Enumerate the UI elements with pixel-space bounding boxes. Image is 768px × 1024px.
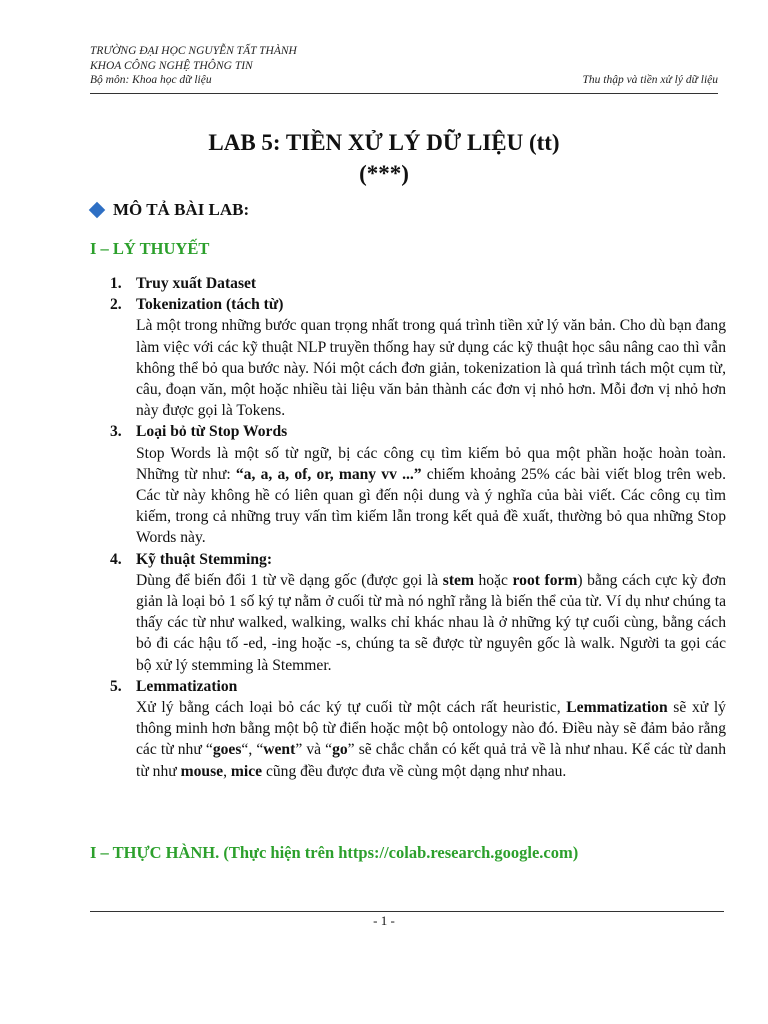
title-main: LAB 5: TIỀN XỬ LÝ DỮ LIỆU (tt): [208, 130, 560, 155]
header-divider: [90, 93, 718, 94]
header-row: [90, 73, 718, 88]
item-number: 5.: [110, 677, 122, 695]
item-number: 3.: [110, 423, 122, 441]
item-body: Là một trong những bước quan trọng nhất trong quá trình tiền xử lý văn bản. Cho dù bạn đang làm việc với các kỹ thuật NLP truyền thống hay sử dụng các kỹ thuật học sâu nâng cao thì vẫn không thể bỏ qua bước này. Nói một cách đơn giản, tokenization là quá trình tách một cụm từ, câu, đoạn văn, một hoặc nhiều tài liệu văn bản thành các đơn vị nhỏ hơn. Mỗi đơn vị nhỏ hơn này được gọi là Tokens.: [136, 317, 726, 420]
item-body: Stop Words là một số từ ngữ, bị các công cụ tìm kiếm bỏ qua một phần hoặc hoàn toàn. Những từ như: “a, a, a, of, or, many vv ...” chiếm khoảng 25% các bài viết blog trên web. Các từ này không hề có liên quan gì đến nội dung và ý nghĩa của bài viết. Các công cụ tìm kiếm, trong cả những truy vấn tìm kiếm lẫn trong kết quả đề xuất, thường bỏ qua những Stop Words này.: [136, 444, 727, 547]
item-number: 1.: [110, 275, 122, 292]
term-mice: mice: [230, 762, 263, 780]
term-go: go: [332, 741, 348, 759]
item-number: 4.: [110, 550, 122, 568]
university-name: TRƯỜNG ĐẠI HỌC NGUYỄN TẤT THÀNH: [90, 45, 297, 57]
term-goes: goes: [212, 741, 242, 759]
title-sub: (***): [359, 161, 409, 186]
item-number: 2.: [110, 296, 122, 314]
list-item: [110, 273, 726, 294]
faculty-name: KHOA CÔNG NGHỆ THÔNG TIN: [90, 59, 253, 72]
item-title: Lemmatization: [136, 677, 238, 695]
term-lemmatization: Lemmatization: [566, 699, 668, 717]
term-went: went: [263, 741, 296, 759]
list-item: [110, 549, 726, 676]
department-name: Bộ môn: Khoa học dữ liệu: [90, 74, 212, 86]
item-title: Tokenization (tách từ): [136, 296, 284, 314]
footer-divider: [90, 911, 724, 912]
theory-list: [110, 273, 726, 782]
term-stem: stem: [442, 571, 474, 589]
page-header: [90, 44, 718, 88]
list-item: [110, 421, 726, 548]
stop-word-examples: “a, a, a, of, or, many vv ...”: [235, 465, 422, 483]
theory-heading: I – LÝ THUYẾT: [90, 239, 210, 258]
item-title: Kỹ thuật Stemming:: [136, 550, 273, 568]
section-heading-text: MÔ TẢ BÀI LAB:: [113, 200, 250, 219]
list-item: [110, 294, 726, 421]
item-body: Dùng để biến đổi 1 từ về dạng gốc (được gọi là stem hoặc root form) bằng cách cực kỳ đơn giản là loại bỏ 1 số ký tự nằm ở cuối từ mà nó nghĩ rằng là biến thể của từ. Ví dụ như chúng ta thấy các từ như walked, walking, walks chỉ khác nhau là ở những ký tự cuối cùng, bằng cách bỏ đi các hậu tố -ed, -ing hoặc -s, chúng ta sẽ được từ nguyên gốc là walk. Người ta gọi các bộ xử lý stemming là Stemmer.: [136, 571, 726, 674]
section-heading: [90, 200, 249, 220]
item-body: Xử lý bằng cách loại bỏ các ký tự cuối từ một cách rất heuristic, Lemmatization sẽ xử lý thông minh hơn bằng một bộ từ điển hoặc một bộ ontology nào đó. Điều này sẽ đảm bảo rằng các từ như “goes“, “went” và “go” sẽ chắc chắn có kết quả trả về là như nhau. Kể các từ danh từ như mouse, mice cũng đều được đưa về cùng một dạng như nhau.: [136, 699, 727, 780]
item-title: Truy xuất Dataset: [136, 275, 257, 292]
item-title: Loại bỏ từ Stop Words: [136, 423, 288, 441]
page-number: - 1 -: [373, 913, 395, 928]
diamond-bullet-icon: [90, 203, 104, 217]
list-item: [110, 676, 726, 782]
practice-heading: I – THỰC HÀNH. (Thực hiện trên https://colab.research.google.com): [90, 843, 579, 862]
document-title: [0, 127, 768, 189]
course-name: Thu thập và tiền xử lý dữ liệu: [582, 74, 718, 86]
term-mouse: mouse: [180, 762, 224, 780]
term-root-form: root form: [512, 571, 578, 589]
